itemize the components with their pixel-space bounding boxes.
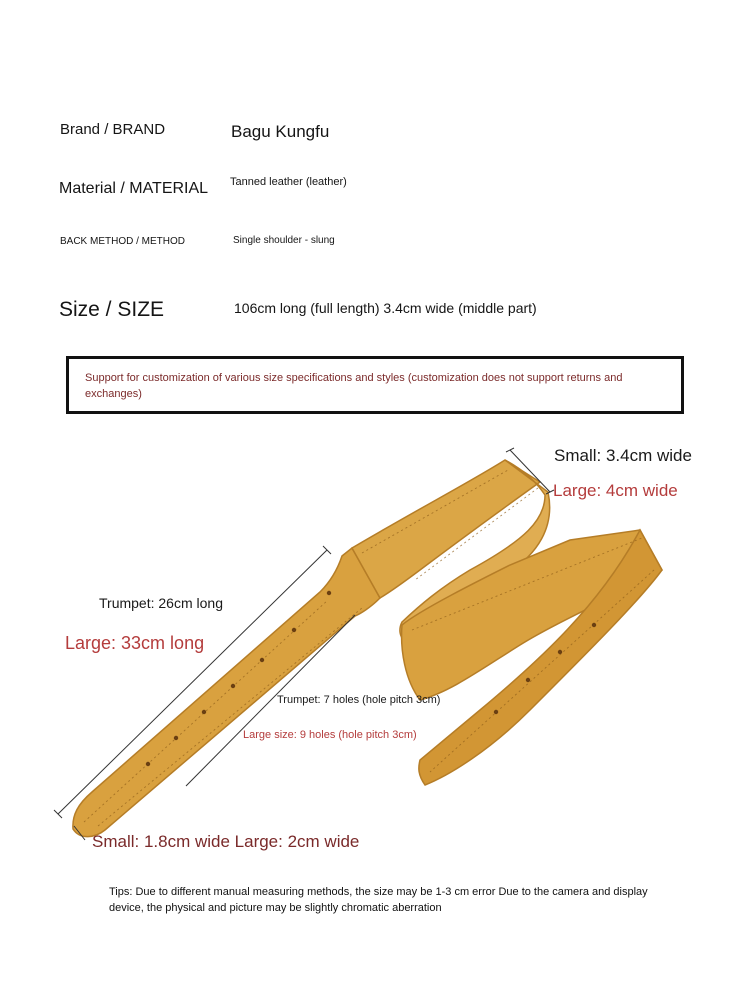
size-value: 106cm long (full length) 3.4cm wide (middle part)	[234, 300, 537, 316]
back-method-value: Single shoulder - slung	[233, 235, 335, 246]
large-width-annotation: Large: 4cm wide	[553, 481, 678, 500]
large-length-annotation: Large: 33cm long	[65, 633, 205, 653]
strap-tail	[73, 548, 380, 837]
tips-text: Tips: Due to different manual measuring methods, the size may be 1-3 cm error Due to the camera and display device, the physical and picture may be slightly chromatic aberration	[109, 886, 648, 914]
tip-width-annotation: Small: 1.8cm wide Large: 2cm wide	[92, 832, 360, 851]
trumpet-length-annotation: Trumpet: 26cm long	[99, 595, 223, 611]
trumpet-length-measure-line	[58, 550, 327, 814]
large-holes-annotation: Large size: 9 holes (hole pitch 3cm)	[243, 729, 417, 741]
customization-notice-box	[66, 356, 684, 414]
small-width-annotation: Small: 3.4cm wide	[554, 446, 692, 465]
size-label: Size / SIZE	[59, 298, 165, 321]
brand-value: Bagu Kungfu	[231, 122, 330, 141]
customization-notice-text: Support for customization of various size specifications and styles (customization does not support returns and exchanges)	[85, 372, 623, 400]
material-value: Tanned leather (leather)	[230, 176, 347, 188]
brand-label: Brand / BRAND	[60, 121, 166, 138]
trumpet-holes-annotation: Trumpet: 7 holes (hole pitch 3cm)	[277, 694, 441, 706]
material-label: Material / MATERIAL	[59, 180, 209, 197]
back-method-label: BACK METHOD / METHOD	[60, 236, 186, 247]
